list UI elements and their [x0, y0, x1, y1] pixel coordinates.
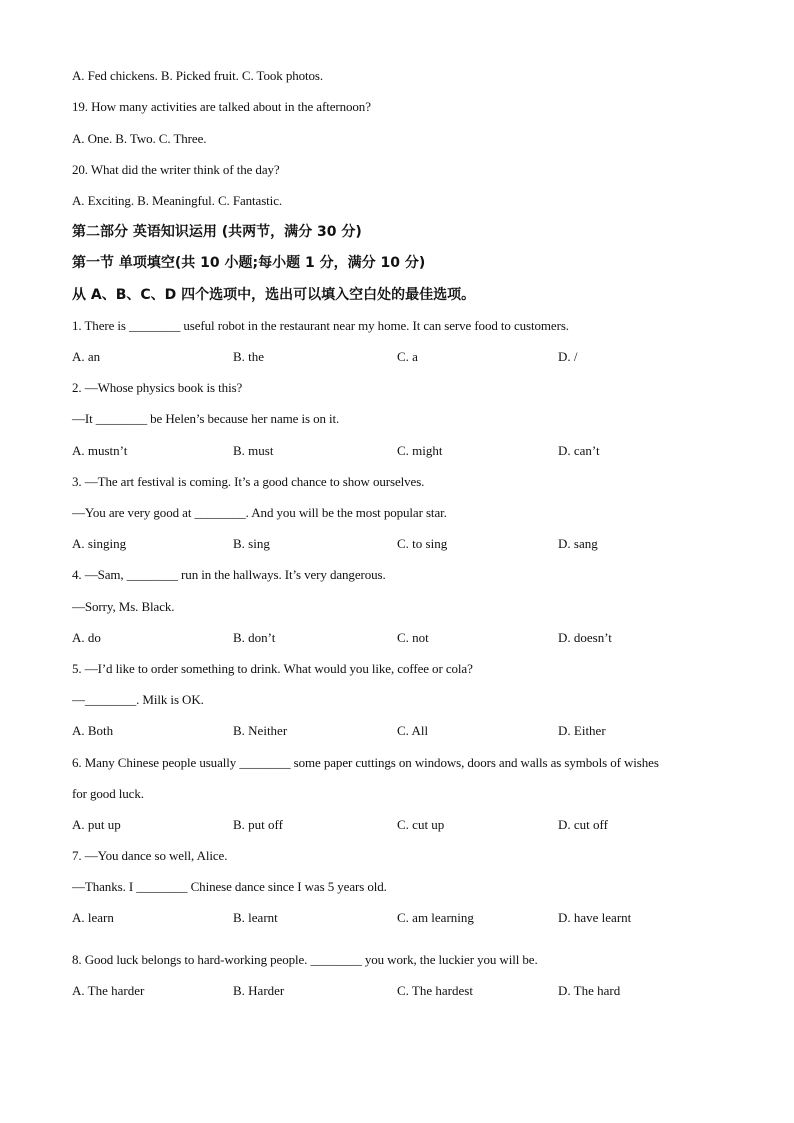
q7-option-c: C. am learning — [397, 910, 474, 925]
q18-options: A. Fed chickens. B. Picked fruit. C. Took photos. — [72, 68, 324, 83]
q3-stem: 3. —The art festival is coming. It’s a good chance to show ourselves. — [72, 474, 425, 489]
q8-option-a: A. The harder — [72, 983, 145, 998]
q6-option-b: B. put off — [233, 817, 283, 832]
q6-option-a: A. put up — [72, 817, 121, 832]
q7-stem: 7. —You dance so well, Alice. — [72, 848, 228, 863]
q5-option-b: B. Neither — [233, 723, 288, 738]
q1-option-c: C. a — [397, 349, 418, 364]
q4-option-c: C. not — [397, 630, 429, 645]
q3-option-d: D. sang — [558, 536, 598, 551]
q8-option-c: C. The hardest — [397, 983, 473, 998]
q5-stem-line2: —________. Milk is OK. — [72, 692, 204, 707]
q2-stem-line2: —It ________ be Helen’s because her name is on it. — [72, 411, 340, 426]
q4-stem-line2: —Sorry, Ms. Black. — [72, 599, 175, 614]
q7-option-b: B. learnt — [233, 910, 278, 925]
q2-option-b: B. must — [233, 443, 274, 458]
q6-option-c: C. cut up — [397, 817, 445, 832]
q8-option-b: B. Harder — [233, 983, 285, 998]
section-title: 第一节 单项填空(共 10 小题;每小题 1 分，满分 10 分) — [72, 255, 426, 271]
q7-stem-line2: —Thanks. I ________ Chinese dance since I was 5 years old. — [72, 879, 387, 894]
q3-stem-line2: —You are very good at ________. And you will be the most popular star. — [72, 505, 447, 520]
q2-option-d: D. can’t — [558, 443, 600, 458]
q5-stem: 5. —I’d like to order something to drink. What would you like, coffee or cola? — [72, 661, 473, 676]
q6-stem-line2: for good luck. — [72, 786, 144, 801]
q5-option-a: A. Both — [72, 723, 114, 738]
q3-option-b: B. sing — [233, 536, 270, 551]
q19-options: A. One. B. Two. C. Three. — [72, 131, 207, 146]
q2-option-a: A. mustn’t — [72, 443, 128, 458]
q3-option-a: A. singing — [72, 536, 127, 551]
q3-option-c: C. to sing — [397, 536, 448, 551]
q4-option-a: A. do — [72, 630, 101, 645]
q1-option-b: B. the — [233, 349, 265, 364]
q5-option-d: D. Either — [558, 723, 606, 738]
q5-option-c: C. All — [397, 723, 429, 738]
q6-option-d: D. cut off — [558, 817, 608, 832]
q7-option-d: D. have learnt — [558, 910, 632, 925]
part-title: 第二部分 英语知识运用 (共两节，满分 30 分) — [72, 224, 362, 240]
q4-stem: 4. —Sam, ________ run in the hallways. It’s very dangerous. — [72, 567, 386, 582]
q4-option-d: D. doesn’t — [558, 630, 612, 645]
q1-stem: 1. There is ________ useful robot in the restaurant near my home. It can serve food to customers. — [72, 318, 569, 333]
q1-option-a: A. an — [72, 349, 101, 364]
q20-stem: 20. What did the writer think of the day? — [72, 162, 280, 177]
q8-stem: 8. Good luck belongs to hard-working people. ________ you work, the luckier you will be. — [72, 952, 538, 967]
q8-option-d: D. The hard — [558, 983, 621, 998]
q7-option-a: A. learn — [72, 910, 114, 925]
q2-stem: 2. —Whose physics book is this? — [72, 380, 243, 395]
q2-option-c: C. might — [397, 443, 443, 458]
q20-options: A. Exciting. B. Meaningful. C. Fantastic. — [72, 193, 283, 208]
q4-option-b: B. don’t — [233, 630, 276, 645]
q1-option-d: D. / — [558, 349, 578, 364]
instruction: 从 A、B、C、D 四个选项中，选出可以填入空白处的最佳选项。 — [72, 287, 476, 303]
q19-stem: 19. How many activities are talked about in the afternoon? — [72, 99, 371, 114]
q6-stem: 6. Many Chinese people usually ________ some paper cuttings on windows, doors and walls as symbols of wishes — [72, 755, 659, 770]
